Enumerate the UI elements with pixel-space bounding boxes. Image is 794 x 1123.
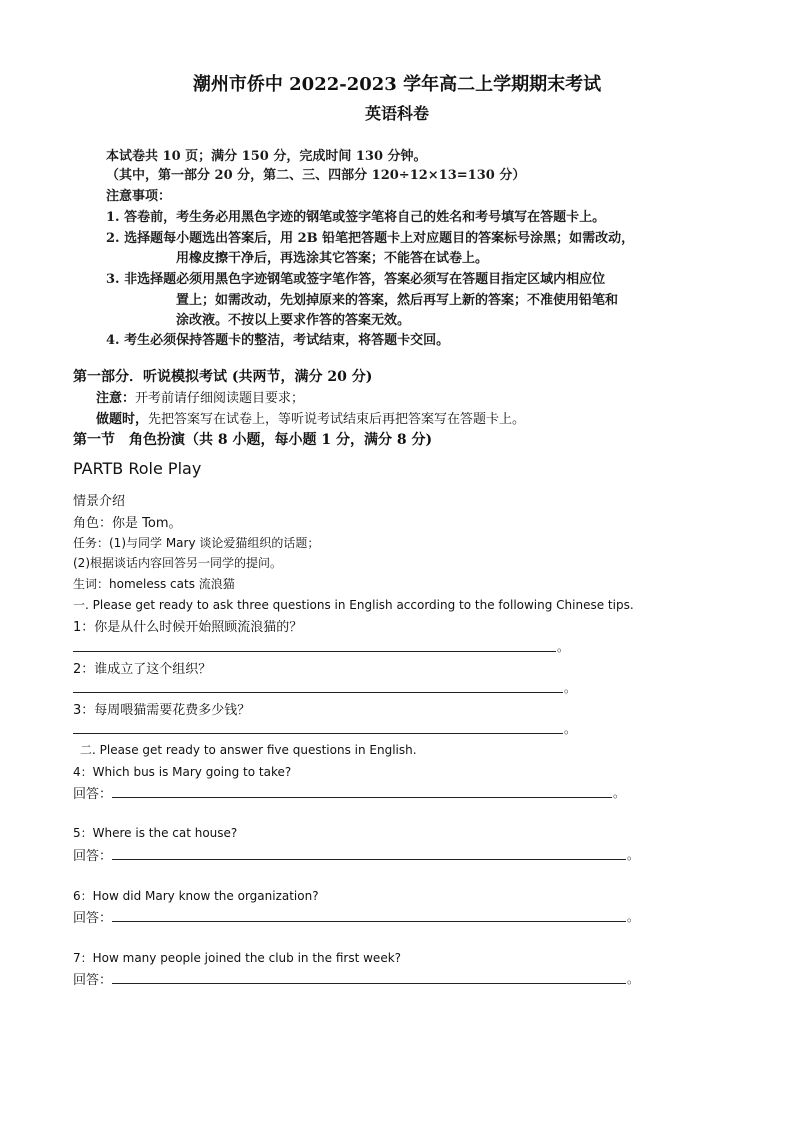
answer-label-7: 回答： — [73, 973, 113, 988]
answer-note-text: 先把答案写在试卷上，等听说考试结束后再把答案写在答题卡上。 — [148, 412, 526, 427]
question-7: 7：How many people joined the club in the first week? — [73, 951, 402, 965]
task-line-1: 任务：(1)与同学 Mary 谈论爱猫组织的话题； — [73, 536, 320, 550]
vocab-line: 生词：homeless cats 流浪猫 — [73, 577, 235, 591]
answer-period-5: 。 — [627, 848, 640, 862]
answer-line-1[interactable] — [73, 651, 556, 652]
answer-label-4: 回答： — [73, 787, 113, 802]
instruction-line-2: （其中，第一部分 20 分，第二、三、四部分 120÷12×13=130 分） — [106, 168, 526, 183]
question-2: 2：谁成立了这个组织？ — [73, 662, 212, 677]
answer-line-2[interactable] — [73, 692, 563, 693]
instruction-label: 注意事项： — [106, 189, 172, 204]
answer-line-6[interactable] — [112, 921, 626, 922]
answer-note-label: 做题时， — [96, 412, 149, 427]
answer-period-6: 。 — [627, 910, 640, 924]
part1-notice — [96, 387, 304, 406]
question-3: 3：每周喂猫需要花费多少钱？ — [73, 703, 251, 718]
notice-label: 注意： — [96, 391, 136, 406]
instruction-item-3b: 置上；如需改动，先划掉原来的答案，然后再写上新的答案；不准使用铅笔和 — [176, 293, 619, 308]
instruction-item-1: 1. 答卷前，考生务必用黑色字迹的钢笔或签字笔将自己的姓名和考号填写在答题卡上。 — [106, 210, 606, 225]
part1-heading: 第一部分．听说模拟考试 (共两节，满分 20 分) — [73, 369, 373, 385]
instruction-item-4: 4. 考生必须保持答题卡的整洁，考试结束，将答题卡交回。 — [106, 333, 450, 348]
answer-line-5[interactable] — [112, 859, 626, 860]
task-line-2: (2)根据谈话内容回答另一同学的提问。 — [73, 556, 282, 570]
answer-period-1: 。 — [557, 640, 570, 654]
instruction-item-2a: 2. 选择题每小题选出答案后，用 2B 铅笔把答题卡上对应题目的答案标号涂黑；如需改动， — [106, 231, 635, 246]
section-one-instruction: 一. Please get ready to ask three questions in English according to the following Chinese tips. — [73, 598, 634, 612]
exam-title: 潮州市侨中 2022-2023 学年高二上学期期末考试 — [192, 74, 602, 95]
instruction-line-1: 本试卷共 10 页；满分 150 分，完成时间 130 分钟。 — [106, 149, 427, 164]
answer-period-7: 。 — [627, 972, 640, 986]
notice-text: 开考前请仔细阅读题目要求； — [135, 391, 305, 406]
question-5: 5：Where is the cat house? — [73, 826, 238, 840]
answer-label-6: 回答： — [73, 911, 113, 926]
role-line: 角色：你是 Tom。 — [73, 516, 182, 531]
answer-period-4: 。 — [613, 786, 626, 800]
question-1: 1：你是从什么时候开始照顾流浪猫的？ — [73, 620, 303, 635]
section-two-instruction: 二. Please get ready to answer five questions in English. — [80, 743, 417, 757]
exam-subtitle: 英语科卷 — [364, 104, 429, 123]
question-6: 6：How did Mary know the organization? — [73, 889, 319, 903]
question-4: 4：Which bus is Mary going to take? — [73, 765, 292, 779]
answer-period-2: 。 — [564, 681, 577, 695]
instruction-item-2b: 用橡皮擦干净后，再选涂其它答案；不能答在试卷上。 — [176, 251, 489, 266]
scenario-label: 情景介绍 — [73, 494, 126, 509]
instruction-item-3a: 3. 非选择题必须用黑色字迹钢笔或签字笔作答，答案必须写在答题目指定区域内相应位 — [106, 272, 606, 287]
role-play-title: PARTB Role Play — [73, 459, 202, 478]
answer-line-7[interactable] — [112, 983, 626, 984]
answer-label-5: 回答： — [73, 849, 113, 864]
answer-line-4[interactable] — [112, 797, 612, 798]
answer-line-3[interactable] — [73, 733, 563, 734]
instruction-item-3c: 涂改液。不按以上要求作答的答案无效。 — [176, 313, 411, 328]
answer-period-3: 。 — [564, 722, 577, 736]
part1-answer-note — [96, 408, 525, 427]
section1-heading: 第一节 角色扮演（共 8 小题，每小题 1 分，满分 8 分) — [73, 432, 433, 448]
